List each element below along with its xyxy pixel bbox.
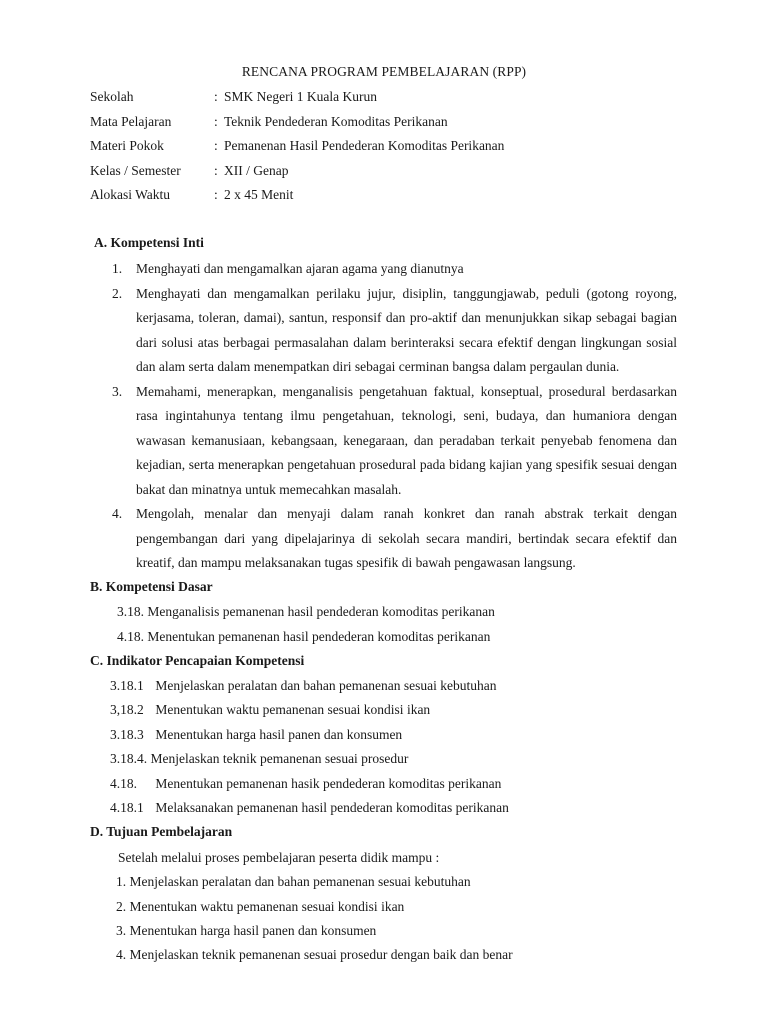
meta-value: 2 x 45 Menit (224, 187, 294, 202)
identity-table (90, 88, 504, 211)
list-item (112, 282, 677, 380)
item-number: 3. (112, 383, 123, 399)
item-number: 2. (112, 285, 123, 301)
meta-label: Materi Pokok (90, 138, 164, 153)
section-b-heading: B. Kompetensi Dasar (90, 579, 213, 594)
indicator-text: Menjelaskan peralatan dan bahan pemanenan sesuai kebutuhan (155, 678, 497, 693)
indicator-code: 3.18.4. (110, 751, 148, 766)
kompetensi-inti-list (112, 257, 677, 576)
meta-value: SMK Negeri 1 Kuala Kurun (224, 89, 377, 104)
meta-colon: : (214, 187, 218, 202)
list-item (112, 502, 677, 576)
indicator-row (110, 701, 430, 718)
meta-row-alokasi-waktu (90, 186, 504, 211)
meta-label: Mata Pelajaran (90, 113, 172, 129)
meta-colon: : (214, 162, 218, 178)
indicator-row (110, 726, 402, 743)
meta-row-materi-pokok (90, 137, 504, 162)
list-item: 1. Menjelaskan peralatan dan bahan pemanenan sesuai kebutuhan (116, 874, 471, 889)
indicator-row (110, 775, 501, 792)
item-number: 4. (112, 506, 123, 521)
meta-colon: : (214, 113, 218, 129)
indicator-code: 4.18.1 (110, 800, 144, 815)
section-c-heading: C. Indikator Pencapaian Kompetensi (90, 653, 305, 668)
meta-label: Alokasi Waktu (90, 187, 171, 202)
indicator-text: Menjelaskan teknik pemanenan sesuai prosedur (150, 751, 409, 766)
section-d-heading: D. Tujuan Pembelajaran (90, 824, 233, 839)
list-item: 4. Menjelaskan teknik pemanenan sesuai prosedur dengan baik dan benar (116, 947, 513, 962)
meta-value: Teknik Pendederan Komoditas Perikanan (224, 113, 448, 129)
meta-colon: : (214, 89, 218, 104)
list-item (112, 257, 677, 282)
indicator-code: 3,18.2 (110, 702, 144, 717)
indicator-text: Melaksanakan pemanenan hasil pendederan komoditas perikanan (155, 800, 509, 815)
indicator-row (110, 677, 497, 694)
indicator-text: Menentukan harga hasil panen dan konsumen (155, 727, 403, 742)
indicator-code: 4.18. (110, 776, 137, 791)
meta-label: Kelas / Semester (90, 162, 181, 178)
meta-value: XII / Genap (224, 162, 289, 178)
section-d-intro: Setelah melalui proses pembelajaran peserta didik mampu : (118, 850, 440, 865)
meta-value: Pemanenan Hasil Pendederan Komoditas Perikanan (224, 138, 505, 153)
indicator-code: 3.18.3 (110, 727, 144, 742)
item-number: 1. (112, 261, 123, 276)
meta-label: Sekolah (90, 89, 134, 104)
meta-row-sekolah (90, 88, 504, 113)
item-text: Menghayati dan mengamalkan ajaran agama yang dianutnya (136, 261, 464, 276)
indicator-text: Menentukan waktu pemanenan sesuai kondisi ikan (155, 702, 431, 717)
item-text: Mengolah, menalar dan menyaji dalam ranah konkret dan ranah abstrak terkait dengan pengembangan dari yang dipelajarinya di sekolah secara mandiri, bertindak secara efektif dan kreatif, dan mampu melaksanakan tugas spesifik di bawah pengawasan langsung. (136, 506, 677, 570)
section-a-heading: A. Kompetensi Inti (94, 235, 204, 250)
list-item: 3. Menentukan harga hasil panen dan konsumen (116, 923, 377, 938)
meta-row-mata-pelajaran (90, 113, 504, 138)
list-item: 4.18. Menentukan pemanenan hasil pendederan komoditas perikanan (117, 629, 491, 644)
indicator-code: 3.18.1 (110, 678, 144, 693)
document-title: RENCANA PROGRAM PEMBELAJARAN (RPP) (241, 64, 527, 79)
meta-colon: : (214, 138, 218, 153)
list-item: 2. Menentukan waktu pemanenan sesuai kondisi ikan (116, 899, 405, 914)
indicator-row (110, 799, 509, 816)
list-item (112, 380, 677, 503)
item-text: Memahami, menerapkan, menganalisis pengetahuan faktual, konseptual, prosedural berdasarkan rasa ingintahunya tentang ilmu pengetahuan, teknologi, seni, budaya, dan humaniora dengan wawasan kemanusiaan, kebangsaan, kenegaraan, dan peradaban terkait penyebab fenomena dan kejadian, serta menerapkan pengetahuan prosedural pada bidang kajian yang spesifik sesuai dengan bakat dan minatnya untuk memecahkan masalah. (136, 383, 677, 497)
indicator-text: Menentukan pemanenan hasik pendederan komoditas perikanan (155, 776, 502, 791)
indicator-row (110, 750, 408, 767)
list-item: 3.18. Menganalisis pemanenan hasil pendederan komoditas perikanan (117, 604, 495, 619)
item-text: Menghayati dan mengamalkan perilaku jujur, disiplin, tanggungjawab, peduli (gotong royong, kerjasama, toleran, damai), santun, responsif dan pro-aktif dan menunjukkan sikap sebagai bagian dari solusi atas berbagai permasalahan dalam berinteraksi secara efektif dengan lingkungan sosial dan alam serta dalam menempatkan diri sebagai cerminan bangsa dalam pergaulan dunia. (136, 285, 677, 374)
meta-row-kelas-semester (90, 162, 504, 187)
